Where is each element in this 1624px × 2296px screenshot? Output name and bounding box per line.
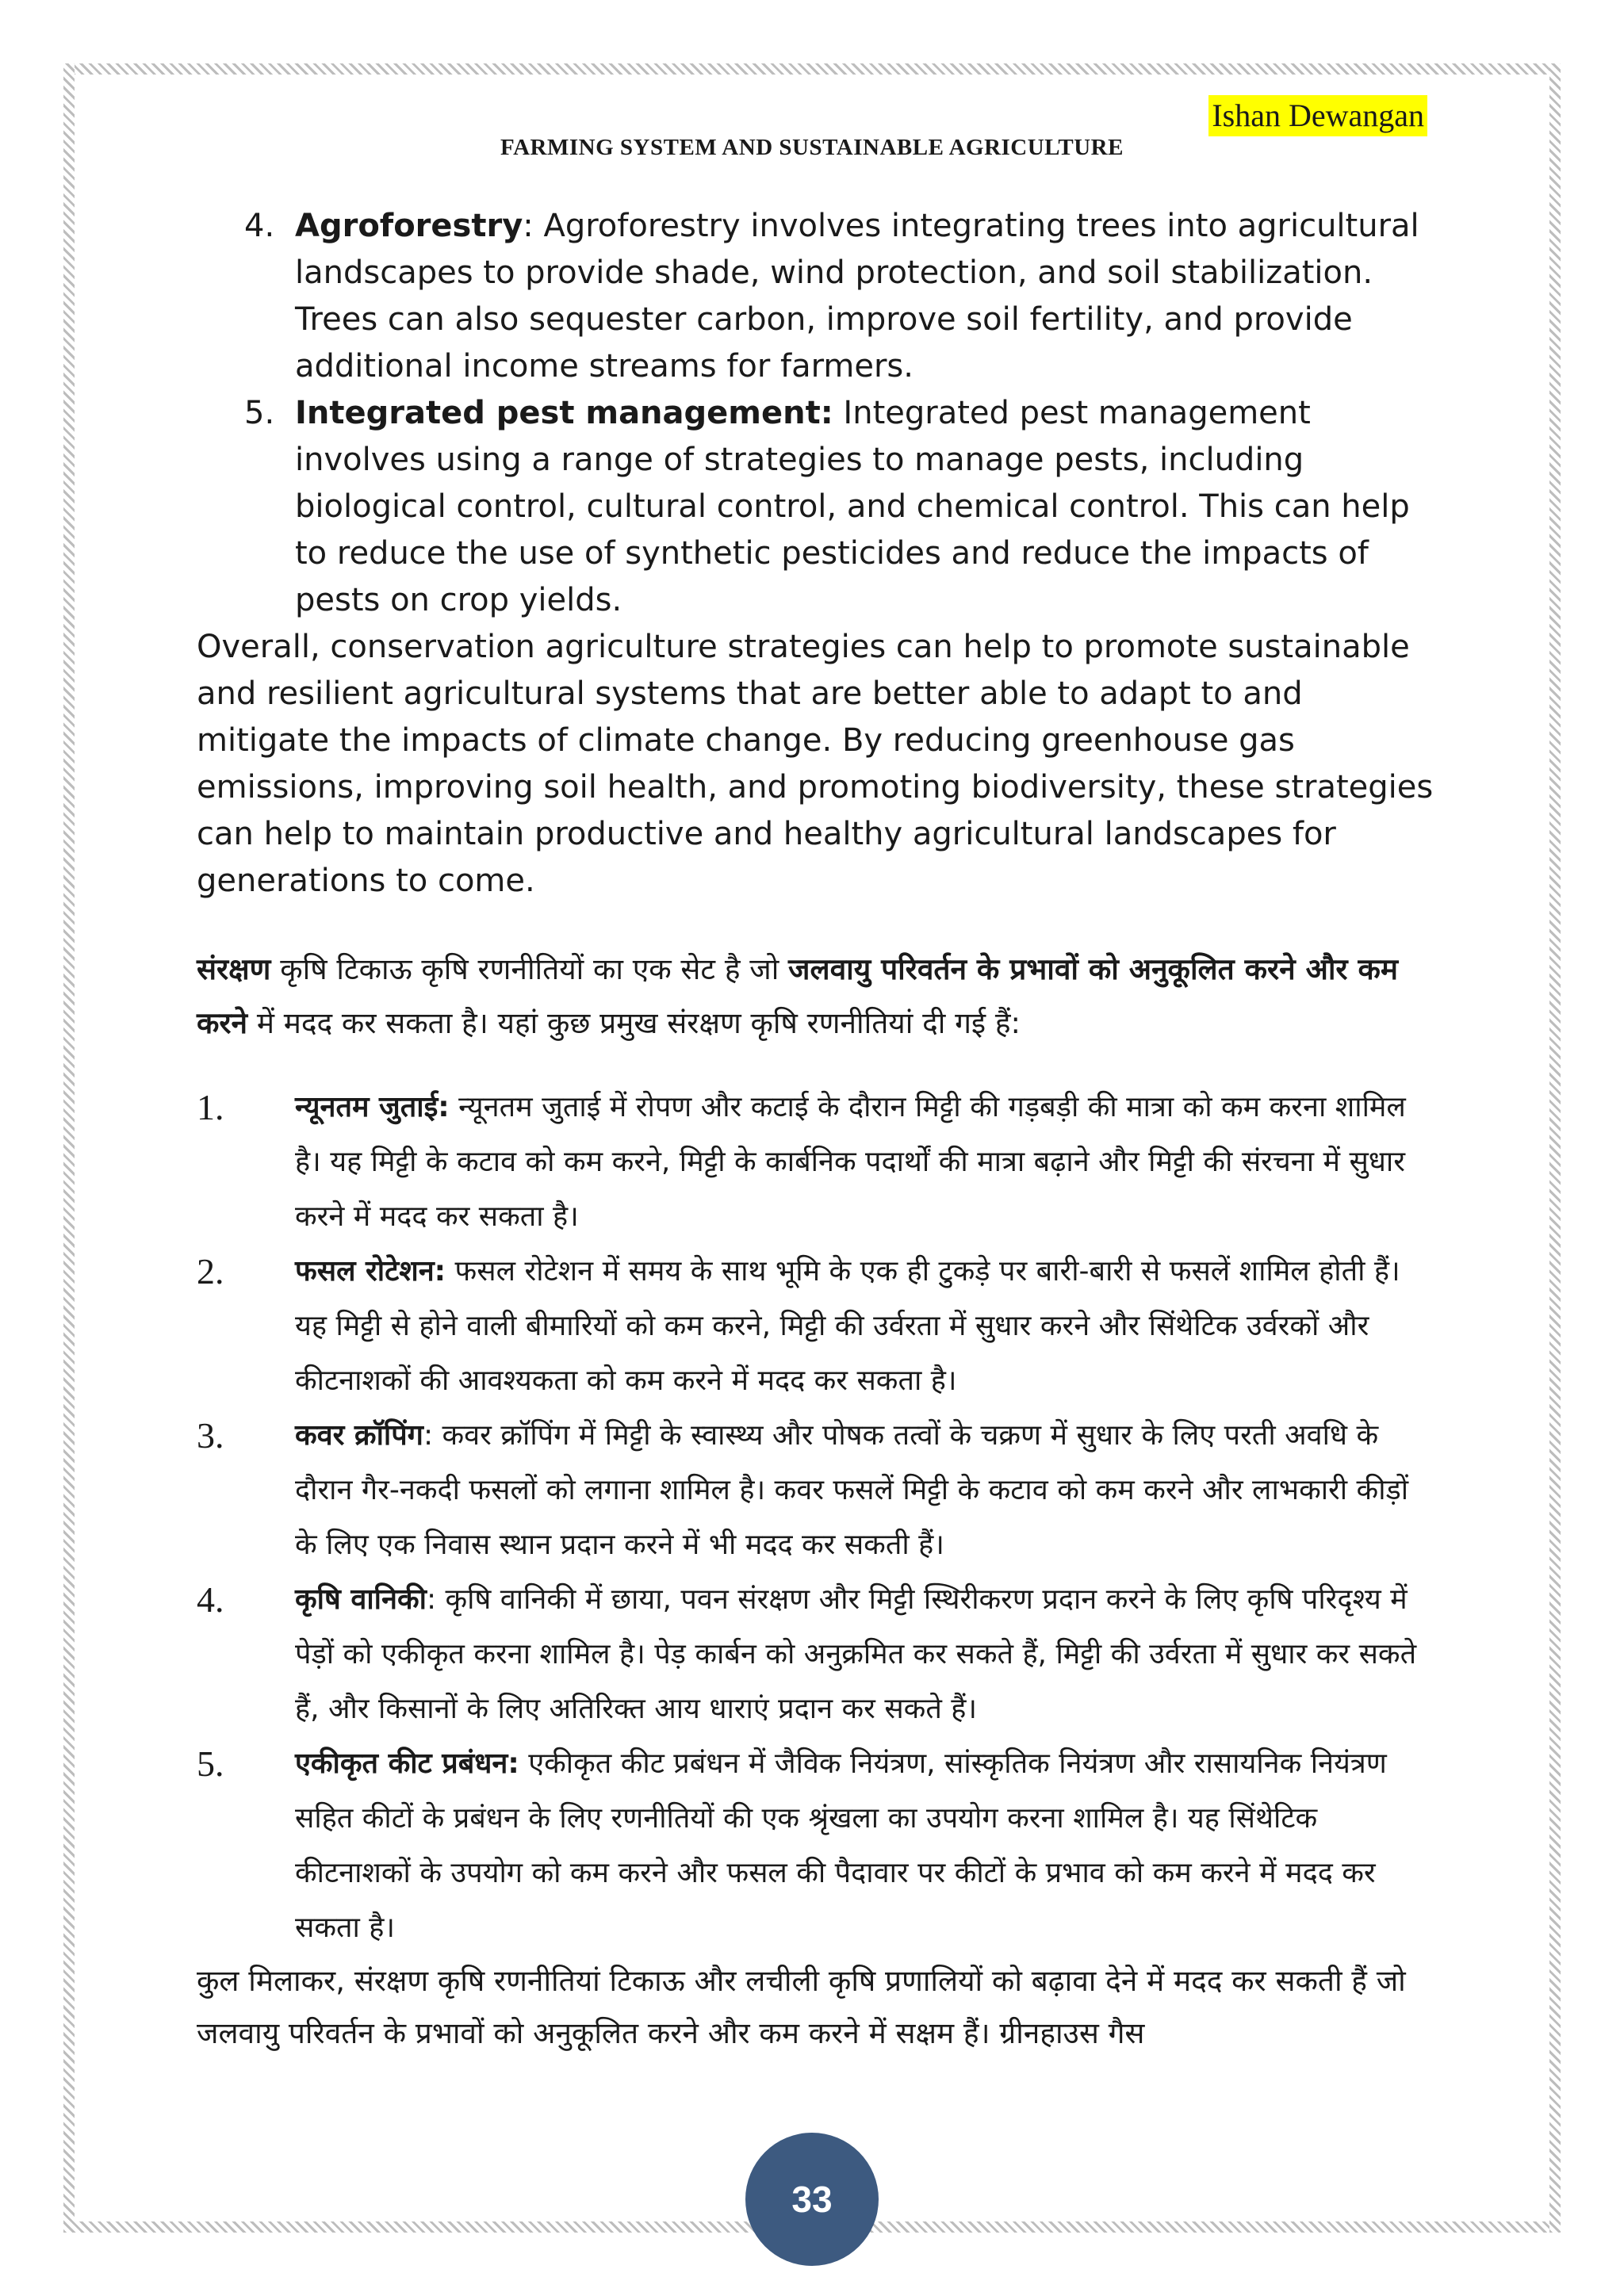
list-item-text: फसल रोटेशन में समय के साथ भूमि के एक ही टुकड़े पर बारी-बारी से फसलें शामिल होती हैं। यह मिट्टी से होने वाली बीमारियों को कम करने, मिट्टी की उर्वरता में सुधार करने और सिंथेटिक उर्वरकों और कीटनाशकों की आवश्यकता को कम करने में मदद कर सकता है।: [295, 1255, 1400, 1397]
list-item: [197, 1244, 1434, 1408]
list-item: [197, 390, 1434, 624]
list-item-term: न्यूनतम जुताई:: [295, 1091, 450, 1123]
list-item: [197, 1736, 1434, 1955]
list-item-term: Integrated pest management:: [295, 395, 833, 431]
list-item-separator: :: [523, 208, 544, 244]
list-item-text: एकीकृत कीट प्रबंधन में जैविक नियंत्रण, सांस्कृतिक नियंत्रण और रासायनिक नियंत्रण सहित कीटों के प्रबंधन के लिए रणनीतियों की एक श्रृंखला का उपयोग करना शामिल है। यह सिंथेटिक कीटनाशकों के उपयोग को कम करने और फसल की पैदावार पर कीटों के प्रभाव को कम करने में मदद कर सकता है।: [295, 1747, 1387, 1944]
list-item-separator: [833, 395, 844, 431]
page-number-badge: [745, 2133, 879, 2266]
hindi-intro-paragraph: [197, 943, 1434, 1050]
list-item-text: : कृषि वानिकी में छाया, पवन संरक्षण और मिट्टी स्थिरीकरण प्रदान करने के लिए कृषि परिदृश्य में पेड़ों को एकीकृत करना शामिल है। पेड़ कार्बन को अनुक्रमित कर सकते हैं, मिट्टी की उर्वरता में सुधार कर सकते हैं, और किसानों के लिए अतिरिक्त आय धाराएं प्रदान कर सकते हैं।: [295, 1583, 1417, 1725]
running-title: FARMING SYSTEM AND SUSTAINABLE AGRICULTURE: [500, 135, 1124, 160]
page-number: 33: [791, 2179, 833, 2220]
list-item-number: 3.: [197, 1415, 224, 1456]
list-item-text: : कवर क्रॉपिंग में मिट्टी के स्वास्थ्य और पोषक तत्वों के चक्रण में सुधार के लिए परती अवधि के दौरान गैर-नकदी फसलों को लगाना शामिल है। कवर फसलें मिट्टी के कटाव को कम करने और लाभकारी कीड़ों के लिए एक निवास स्थान प्रदान करने में भी मदद कर सकती हैं।: [295, 1419, 1409, 1561]
hindi-intro-text-2: में मदद कर सकता है। यहां कुछ प्रमुख संरक्षण कृषि रणनीतियां दी गई हैं:: [247, 1006, 1021, 1040]
author-name: Ishan Dewangan: [1208, 95, 1427, 136]
list-item-number: 4.: [197, 1579, 224, 1620]
list-item-term: फसल रोटेशन:: [295, 1255, 446, 1288]
hindi-overall-paragraph: कुल मिलाकर, संरक्षण कृषि रणनीतियां टिकाऊ और लचीली कृषि प्रणालियों को बढ़ावा देने में मदद कर सकती हैं जो जलवायु परिवर्तन के प्रभावों को अनुकूलित करने और कम करने में सक्षम हैं। ग्रीनहाउस गैस: [197, 1964, 1406, 2050]
list-item-number: 2.: [197, 1251, 224, 1292]
list-item-text: Agroforestry involves integrating trees into agricultural landscapes to provide shade, wind protection, and soil stabilization. Trees can also sequester carbon, improve soil fertility, and provide additional income streams for farmers.: [295, 208, 1419, 385]
page-border-left: [63, 63, 75, 2233]
page-border-right: [1549, 63, 1561, 2233]
english-overall-paragraph: Overall, conservation agriculture strategies can help to promote sustainable and resilient agricultural systems that are better able to adapt to and mitigate the impacts of climate change. By reducing greenhouse gas emissions, improving soil health, and promoting biodiversity, these strategies can help to maintain productive and healthy agricultural landscapes for generations to come.: [197, 629, 1434, 899]
list-item: [197, 1572, 1434, 1736]
hindi-intro-bold-1: संरक्षण: [197, 952, 271, 986]
list-item-number: 5.: [197, 1743, 224, 1784]
hindi-list: [197, 1080, 1434, 1955]
list-item-term: कवर क्रॉपिंग: [295, 1419, 423, 1452]
list-item: [197, 1080, 1434, 1244]
list-item-term: एकीकृत कीट प्रबंधन:: [295, 1747, 519, 1780]
list-item-number: 5.: [244, 395, 275, 431]
list-item-term: Agroforestry: [295, 208, 523, 244]
page-border-top: [63, 63, 1561, 75]
list-item-number: 1.: [197, 1087, 224, 1127]
english-list: [197, 203, 1434, 624]
hindi-intro-bold-2: जलवायु परिवर्तन के प्रभावों को अनुकूलित करने और कम करने: [197, 952, 1398, 1040]
list-item: [197, 203, 1434, 390]
list-item-number: 4.: [244, 208, 275, 244]
list-item-term: कृषि वानिकी: [295, 1583, 427, 1616]
list-item-text: न्यूनतम जुताई में रोपण और कटाई के दौरान मिट्टी की गड़बड़ी की मात्रा को कम करना शामिल है। यह मिट्टी के कटाव को कम करने, मिट्टी के कार्बनिक पदार्थों की मात्रा बढ़ाने और मिट्टी की संरचना में सुधार करने में मदद कर सकता है।: [295, 1091, 1406, 1233]
list-item-text: Integrated pest management involves using a range of strategies to manage pests, including biological control, cultural control, and chemical control. This can help to reduce the use of synthetic pesticides and reduce the impacts of pests on crop yields.: [295, 395, 1410, 618]
page-content: [197, 203, 1434, 2060]
hindi-intro-text-1: कृषि टिकाऊ कृषि रणनीतियों का एक सेट है जो: [270, 952, 789, 986]
list-item: [197, 1408, 1434, 1572]
